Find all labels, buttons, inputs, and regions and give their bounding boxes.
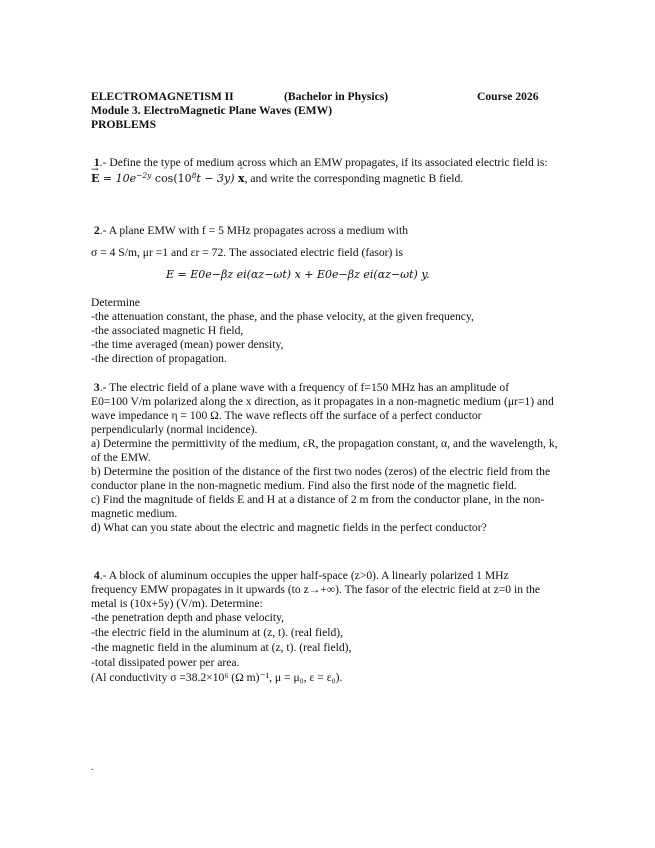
problem2-item: -the direction of propagation. [91, 352, 227, 365]
problem4-line: frequency EMW propagates in it upwards (to z→+∞). The fasor of the electric field at z=0 in the [91, 583, 541, 596]
degree-label: (Bachelor in Physics) [284, 90, 389, 103]
course-title: ELECTROMAGNETISM II [91, 90, 234, 103]
problem2-number: 2 [93, 224, 100, 237]
problem2-equation: E = E0e−βz ei(αz−ωt) x + E0e−βz ei(αz−ωt) y. [166, 268, 430, 281]
problem3-line: E0=100 V/m polarized along the x direction, as it propagates in a non-magnetic medium (μr=1) and [91, 395, 554, 408]
problem3-line: of the EMW. [91, 451, 151, 464]
problem2-item: -the associated magnetic H field, [91, 324, 244, 337]
problem2-item: -the attenuation constant, the phase, and the phase velocity, at the given frequency, [91, 310, 474, 323]
section-title: PROBLEMS [91, 118, 157, 131]
module-title: Module 3. ElectroMagnetic Plane Waves (EMW) [91, 104, 333, 117]
problem3-line: wave impedance η = 100 Ω. The wave reflects off the surface of a perfect conductor [91, 409, 482, 422]
problem1-line1: 1.- Define the type of medium across which an EMW propagates, if its associated electric field is: [93, 156, 548, 169]
problem4-item: -the electric field in the aluminum at (z, t). (real field), [91, 626, 344, 639]
problem1-line2: → $E = 10e^{-2y}$ $\cos(10^8t - 3y)$ ˆ x, and write the corresponding magnetic B field. [91, 172, 463, 186]
problem2-determine: Determine [91, 296, 140, 309]
problem3-part-b: b) Determine the position of the distance of the first two nodes (zeros) of the electric field from the [91, 465, 551, 478]
problem1-equation: → $E = 10e^{-2y}$ $\cos(10^8t - 3y)$ ˆ x [91, 172, 245, 185]
problem3-line1: 3.- The electric field of a plane wave with a frequency of f=150 MHz has an amplitude of [93, 381, 510, 394]
problem4-constants: (Al conductivity σ =38.2×10⁶ (Ω m)⁻¹, μ = μ₀, ε = ε₀). [91, 671, 343, 684]
problem2-line1: 2.- A plane EMW with f = 5 MHz propagates across a medium with [93, 224, 409, 237]
problem3-part-c: c) Find the magnitude of fields E and H at a distance of 2 m from the conductor plane, in the non- [91, 493, 545, 506]
problem1-number: 1 [93, 156, 100, 169]
problem4-number: 4 [93, 569, 100, 582]
footer-mark: . [91, 762, 94, 773]
problem3-line: perpendicularly (normal incidence). [91, 423, 258, 436]
problem2-line2: σ = 4 S/m, μr =1 and εr = 72. The associated electric field (fasor) is [91, 246, 404, 259]
problem3-number: 3 [93, 381, 100, 394]
problem4-item: -the magnetic field in the aluminum at (z, t). (real field), [91, 641, 352, 654]
problem4-item: -the penetration depth and phase velocity, [91, 611, 285, 624]
problem3-line: magnetic medium. [91, 507, 178, 520]
problem4-item: -total dissipated power per area. [91, 656, 240, 669]
course-year: Course 2026 [477, 90, 539, 103]
problem3-part-a: a) Determine the permittivity of the medium, εR, the propagation constant, α, and the wavelength, k, [91, 437, 558, 450]
problem3-part-d: d) What can you state about the electric and magnetic fields in the perfect conductor? [91, 521, 487, 534]
problem4-line: metal is (10x+5y) (V/m). Determine: [91, 597, 263, 610]
problem2-item: -the time averaged (mean) power density, [91, 338, 284, 351]
problem3-line: conductor plane in the non-magnetic medium. Find also the first node of the magnetic field. [91, 479, 517, 492]
problem4-line1: 4.- A block of aluminum occupies the upper half-space (z>0). A linearly polarized 1 MHz [93, 569, 509, 582]
header-line [91, 90, 234, 104]
